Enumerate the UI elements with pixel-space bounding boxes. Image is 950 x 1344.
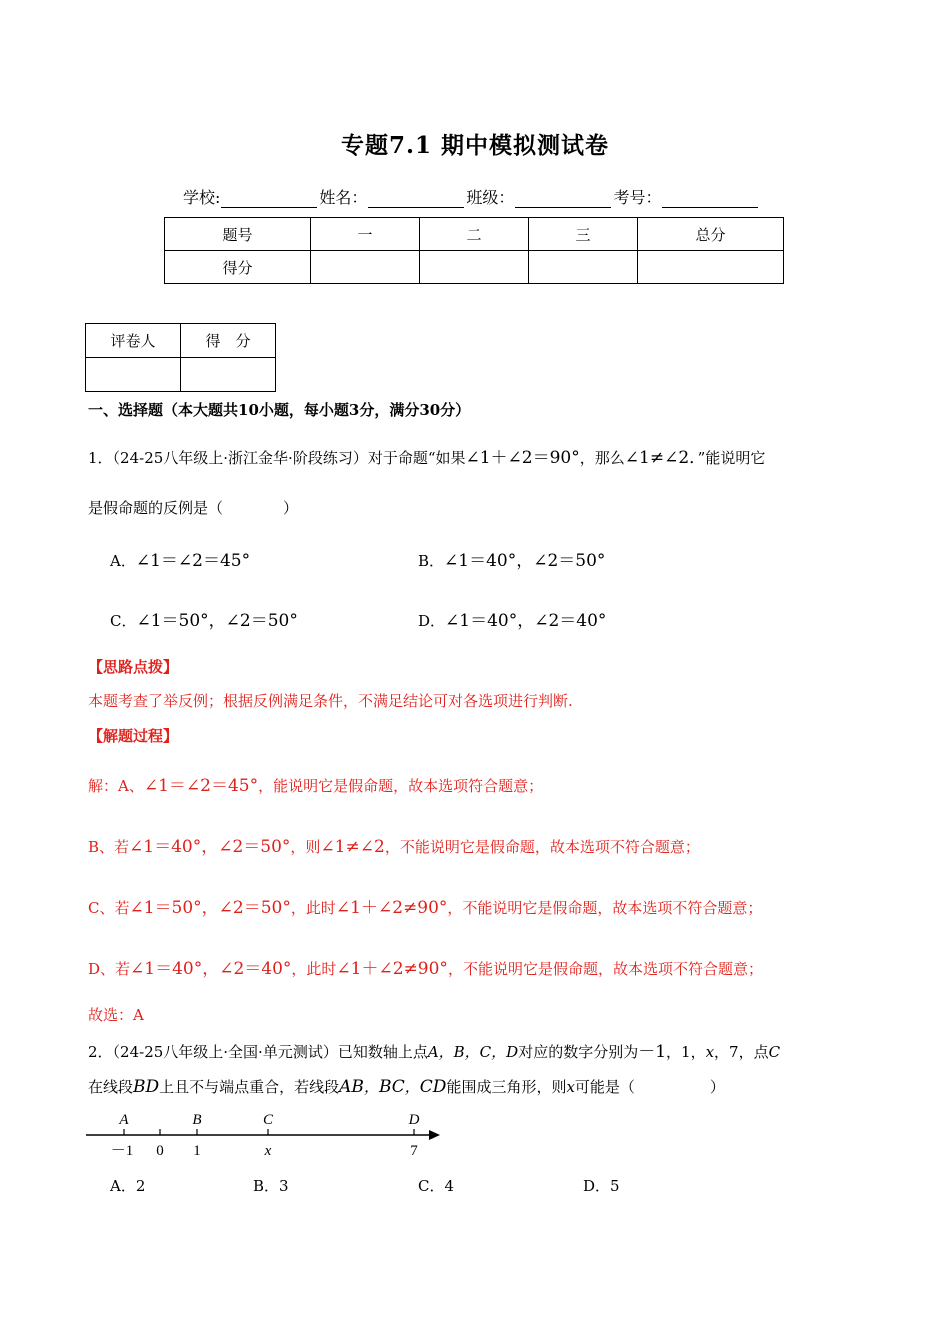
option-label: C． bbox=[418, 1177, 445, 1195]
q2-segment: BC bbox=[378, 1077, 405, 1097]
student-info-fields bbox=[183, 185, 760, 208]
option-text: 2 bbox=[135, 1177, 146, 1195]
solution-text: 解：A、 bbox=[88, 777, 144, 795]
q1-text: ，那么 bbox=[579, 449, 625, 467]
score-cell[interactable] bbox=[638, 251, 784, 284]
number-line-arrow bbox=[429, 1130, 440, 1140]
q2-option-b[interactable] bbox=[253, 1175, 289, 1196]
answer-text: 故选：A bbox=[88, 1006, 144, 1024]
solution-math: ∠1＝40°，∠2＝40° bbox=[130, 959, 292, 979]
q1-math: ∠1＋∠2＝90° bbox=[465, 448, 580, 468]
q1-option-c[interactable] bbox=[110, 606, 298, 631]
name-label: 姓名： bbox=[319, 188, 368, 207]
solution-text: ，则 bbox=[290, 838, 321, 856]
score-header-cell: 一 bbox=[311, 218, 420, 251]
q2-text: ， bbox=[363, 1078, 379, 1096]
option-label: D． bbox=[583, 1177, 611, 1195]
point-label-b: B bbox=[192, 1112, 202, 1128]
score-header-cell: 题号 bbox=[165, 218, 311, 251]
solution-c bbox=[88, 893, 762, 918]
score-cell[interactable] bbox=[311, 251, 420, 284]
grader-label: 评卷人 bbox=[86, 324, 181, 358]
option-label: A． bbox=[110, 1177, 136, 1195]
number-line-figure bbox=[84, 1108, 454, 1160]
score-table bbox=[164, 217, 784, 284]
q2-text: ， bbox=[404, 1078, 420, 1096]
solution-b bbox=[88, 832, 700, 857]
q2-math: －1 bbox=[638, 1042, 667, 1062]
option-text: 5 bbox=[610, 1177, 620, 1195]
grader-row bbox=[86, 358, 276, 392]
q2-text: 可能是（ ） bbox=[574, 1078, 725, 1096]
q2-var: x bbox=[566, 1078, 575, 1096]
q2-var: x bbox=[705, 1043, 715, 1061]
option-text: 3 bbox=[279, 1177, 289, 1195]
solution-text: ，能说明它是假命题，故本选项符合题意； bbox=[258, 777, 544, 795]
tick-label: －1 bbox=[110, 1143, 134, 1159]
solution-text: C、若 bbox=[88, 899, 130, 917]
q2-text: ，7，点 bbox=[714, 1043, 769, 1061]
q2-segment: AB bbox=[339, 1077, 364, 1097]
grader-cell[interactable] bbox=[86, 358, 181, 392]
option-label: C． bbox=[110, 612, 137, 630]
option-text: ∠1＝∠2＝45° bbox=[135, 551, 251, 571]
q2-text: 对应的数字分别为 bbox=[518, 1043, 639, 1061]
q2-segment: CD bbox=[419, 1077, 447, 1097]
score-header-cell: 总分 bbox=[638, 218, 784, 251]
q2-text: 在线段 bbox=[88, 1078, 134, 1096]
exam-no-label: 考号： bbox=[613, 188, 662, 207]
grader-score-label: 得 分 bbox=[181, 324, 276, 358]
solution-title: 【解题过程】 bbox=[88, 727, 179, 745]
option-label: B． bbox=[253, 1177, 280, 1195]
q2-option-c[interactable] bbox=[418, 1175, 454, 1196]
solution-d bbox=[88, 954, 763, 979]
q2-text: ，1， bbox=[666, 1043, 706, 1061]
score-row-label: 得分 bbox=[165, 251, 311, 284]
q1-option-a[interactable] bbox=[110, 546, 250, 571]
q2-text: 能围成三角形，则 bbox=[446, 1078, 567, 1096]
option-label: D． bbox=[418, 612, 446, 630]
q2-var: C bbox=[768, 1043, 781, 1061]
name-blank[interactable] bbox=[368, 191, 464, 208]
grader-header-row bbox=[86, 324, 276, 358]
class-blank[interactable] bbox=[515, 191, 611, 208]
solution-math: ∠1＝50°，∠2＝50° bbox=[129, 898, 291, 918]
score-header-cell: 二 bbox=[420, 218, 529, 251]
option-text: 4 bbox=[444, 1177, 455, 1195]
q1-option-b[interactable] bbox=[418, 546, 605, 571]
school-blank[interactable] bbox=[221, 191, 317, 208]
solution-math: ∠1＝40°，∠2＝50° bbox=[129, 837, 291, 857]
solution-text: ，不能说明它是假命题，故本选项不符合题意； bbox=[447, 899, 763, 917]
solution-text: ，不能说明它是假命题，故本选项不符合题意； bbox=[384, 838, 700, 856]
q2-option-a[interactable] bbox=[110, 1175, 145, 1196]
question-1-line-1 bbox=[88, 443, 765, 468]
section-heading: 一、选择题（本大题共10小题，每小题3分，满分30分） bbox=[88, 401, 471, 419]
option-label: B． bbox=[418, 552, 445, 570]
option-text: ∠1＝50°，∠2＝50° bbox=[136, 611, 298, 631]
q2-text: 上且不与端点重合，若线段 bbox=[159, 1078, 340, 1096]
score-cell[interactable] bbox=[529, 251, 638, 284]
solution-text: ，此时 bbox=[290, 899, 336, 917]
score-table-header-row bbox=[165, 218, 784, 251]
q1-text: ”能说明它 bbox=[697, 449, 766, 467]
score-table-row bbox=[165, 251, 784, 284]
solution-text: ，不能说明它是假命题，故本选项不符合题意； bbox=[447, 960, 763, 978]
tick-label: 7 bbox=[410, 1143, 418, 1159]
option-label: A． bbox=[110, 552, 136, 570]
class-label: 班级： bbox=[466, 188, 515, 207]
hint-text: 本题考查了举反例；根据反例满足条件，不满足结论可对各选项进行判断. bbox=[88, 692, 573, 710]
point-label-a: A bbox=[119, 1112, 129, 1128]
question-2-line-2 bbox=[88, 1076, 725, 1097]
tick-label: x bbox=[264, 1143, 272, 1159]
solution-text: B、若 bbox=[88, 838, 130, 856]
point-label-d: D bbox=[408, 1112, 420, 1128]
solution-math: ∠1＝∠2＝45° bbox=[143, 776, 259, 796]
q1-option-d[interactable] bbox=[418, 606, 606, 631]
q2-points: A，B，C，D bbox=[427, 1043, 519, 1061]
option-text: ∠1＝40°，∠2＝50° bbox=[444, 551, 606, 571]
option-text: ∠1＝40°，∠2＝40° bbox=[445, 611, 607, 631]
grader-table bbox=[85, 323, 276, 392]
question-2-line-1 bbox=[88, 1037, 780, 1062]
solution-math: ∠1＋∠2≠90° bbox=[336, 959, 448, 979]
q1-text: 1．（24-25八年级上·浙江金华·阶段练习）对于命题“如果 bbox=[88, 449, 466, 467]
q2-segment: BD bbox=[133, 1077, 160, 1097]
score-cell[interactable] bbox=[420, 251, 529, 284]
school-label: 学校: bbox=[183, 188, 221, 207]
solution-text: ，此时 bbox=[291, 960, 337, 978]
q1-math: ∠1≠∠2． bbox=[624, 448, 698, 468]
q2-text: 2．（24-25八年级上·全国·单元测试）已知数轴上点 bbox=[88, 1043, 428, 1061]
tick-label: 1 bbox=[193, 1143, 201, 1159]
tick-label: 0 bbox=[156, 1143, 164, 1159]
solution-a bbox=[88, 771, 543, 796]
exam-no-blank[interactable] bbox=[662, 191, 758, 208]
hint-title: 【思路点拨】 bbox=[88, 658, 179, 676]
solution-math: ∠1＋∠2≠90° bbox=[335, 898, 448, 918]
grader-cell[interactable] bbox=[181, 358, 276, 392]
q2-option-d[interactable] bbox=[583, 1175, 620, 1196]
point-label-c: C bbox=[262, 1112, 274, 1128]
solution-math: ∠1≠∠2 bbox=[320, 837, 385, 857]
question-1-line-2: 是假命题的反例是（ ） bbox=[88, 499, 299, 517]
solution-text: D、若 bbox=[88, 960, 131, 978]
score-header-cell: 三 bbox=[529, 218, 638, 251]
page-title: 专题7.1 期中模拟测试卷 bbox=[340, 132, 610, 159]
